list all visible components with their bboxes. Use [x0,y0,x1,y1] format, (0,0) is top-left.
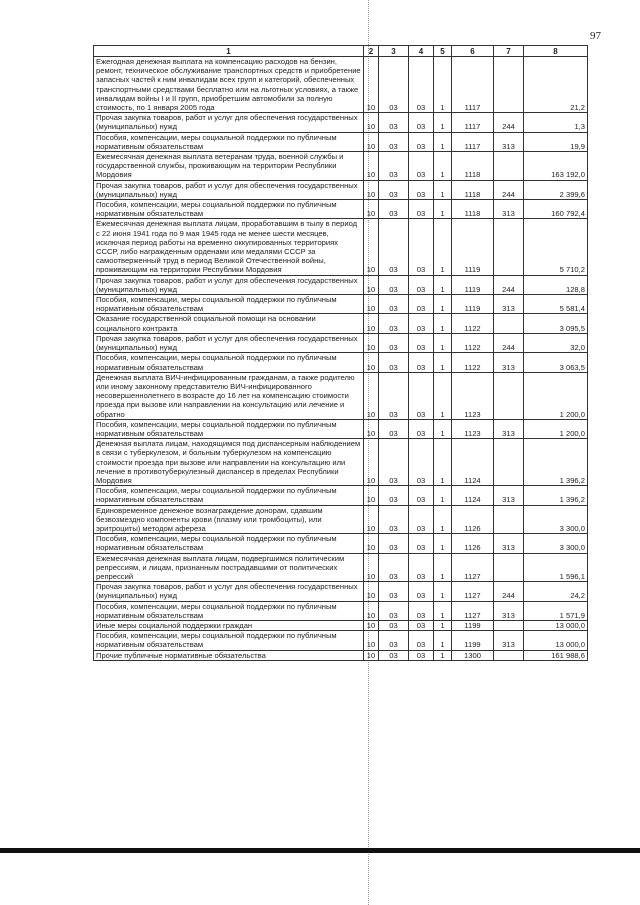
expense-type-cell: 313 [494,631,524,650]
section-code-cell: 10 [364,553,379,582]
article-code-cell: 1124 [452,486,494,505]
table-row [94,113,588,132]
article-code-cell: 1126 [452,534,494,553]
program-code-cell: 1 [434,601,452,620]
subsection-code-cell: 03 [409,631,434,650]
amount-cell: 128,8 [524,275,588,294]
article-code-cell: 1127 [452,582,494,601]
article-code-cell: 1300 [452,650,494,660]
table-row [94,582,588,601]
row-name-cell: Пособия, компенсации, меры социальной поддержки по публичным нормативным обязательствам [94,353,364,372]
article-code-cell: 1199 [452,620,494,630]
amount-cell: 3 300,0 [524,534,588,553]
expense-type-cell: 244 [494,582,524,601]
row-name-cell: Пособия, компенсации, меры социальной поддержки по публичным нормативным обязательствам [94,419,364,438]
subsection-code-cell: 03 [409,314,434,333]
section-code-cell: 10 [364,419,379,438]
section-code-cell: 10 [364,505,379,534]
table-row [94,200,588,219]
subsection-code-cell: 03 [409,505,434,534]
expense-type-cell [494,505,524,534]
amount-cell: 3 063,5 [524,353,588,372]
program-code-cell: 1 [434,534,452,553]
table-header-row [94,46,588,57]
subsection-code-cell: 03 [379,57,409,113]
subsection-code-cell: 03 [409,534,434,553]
subsection-code-cell: 03 [379,152,409,181]
subsection-code-cell: 03 [409,275,434,294]
expense-type-cell: 244 [494,333,524,352]
article-code-cell: 1123 [452,372,494,419]
article-code-cell: 1122 [452,333,494,352]
amount-cell: 3 300,0 [524,505,588,534]
article-code-cell: 1122 [452,314,494,333]
section-code-cell: 10 [364,650,379,660]
amount-cell: 2 399,6 [524,180,588,199]
amount-cell: 1,3 [524,113,588,132]
table-row [94,631,588,650]
amount-cell: 21,2 [524,57,588,113]
subsection-code-cell: 03 [409,333,434,352]
subsection-code-cell: 03 [409,219,434,275]
section-code-cell: 10 [364,333,379,352]
subsection-code-cell: 03 [409,650,434,660]
expense-type-cell: 244 [494,180,524,199]
amount-cell: 32,0 [524,333,588,352]
article-code-cell: 1117 [452,132,494,151]
table-row [94,275,588,294]
article-code-cell: 1124 [452,439,494,486]
program-code-cell: 1 [434,314,452,333]
subsection-code-cell: 03 [379,486,409,505]
program-code-cell: 1 [434,372,452,419]
table-row [94,132,588,151]
subsection-code-cell: 03 [379,419,409,438]
section-code-cell: 10 [364,486,379,505]
subsection-code-cell: 03 [409,113,434,132]
program-code-cell: 1 [434,439,452,486]
program-code-cell: 1 [434,113,452,132]
section-code-cell: 10 [364,200,379,219]
expense-type-cell: 313 [494,200,524,219]
subsection-code-cell: 03 [409,620,434,630]
program-code-cell: 1 [434,353,452,372]
subsection-code-cell: 03 [409,486,434,505]
article-code-cell: 1123 [452,419,494,438]
subsection-code-cell: 03 [379,620,409,630]
row-name-cell: Денежная выплата лицам, находящимся под диспансерным наблюдением в связи с туберкулезом, и больным туберкулезом на компенсацию стоимости проезда при вызове или направлении на консультацию или лечение в противотуберкулезный диспансер в пределах Республики Мордовия [94,439,364,486]
expense-type-cell: 244 [494,275,524,294]
row-name-cell: Ежемесячная денежная выплата лицам, подвергшимся политическим репрессиям, и лицам, признанным пострадавшими от политических репрессий [94,553,364,582]
program-code-cell: 1 [434,295,452,314]
amount-cell: 1 396,2 [524,439,588,486]
column-header: 3 [379,46,409,57]
subsection-code-cell: 03 [379,553,409,582]
table-row [94,553,588,582]
section-code-cell: 10 [364,295,379,314]
amount-cell: 19,9 [524,132,588,151]
row-name-cell: Пособия, компенсации, меры социальной поддержки по публичным нормативным обязательствам [94,486,364,505]
table-body [94,57,588,661]
expense-type-cell: 313 [494,295,524,314]
table-row [94,152,588,181]
column-header: 6 [452,46,494,57]
article-code-cell: 1118 [452,152,494,181]
section-code-cell: 10 [364,219,379,275]
article-code-cell: 1126 [452,505,494,534]
subsection-code-cell: 03 [409,419,434,438]
expense-type-cell [494,314,524,333]
row-name-cell: Прочая закупка товаров, работ и услуг для обеспечения государственных (муниципальных) нужд [94,180,364,199]
amount-cell: 163 192,0 [524,152,588,181]
subsection-code-cell: 03 [379,353,409,372]
amount-cell: 13 000,0 [524,620,588,630]
table-row [94,486,588,505]
subsection-code-cell: 03 [379,534,409,553]
subsection-code-cell: 03 [379,439,409,486]
amount-cell: 3 095,5 [524,314,588,333]
program-code-cell: 1 [434,219,452,275]
program-code-cell: 1 [434,631,452,650]
program-code-cell: 1 [434,505,452,534]
column-header: 2 [364,46,379,57]
column-header: 1 [94,46,364,57]
subsection-code-cell: 03 [379,180,409,199]
amount-cell: 5 581,4 [524,295,588,314]
expense-type-cell [494,620,524,630]
program-code-cell: 1 [434,333,452,352]
article-code-cell: 1127 [452,553,494,582]
article-code-cell: 1119 [452,295,494,314]
table-row [94,534,588,553]
section-code-cell: 10 [364,620,379,630]
scan-bottom-bar [0,848,640,853]
article-code-cell: 1118 [452,180,494,199]
row-name-cell: Пособия, компенсации, меры социальной поддержки по публичным нормативным обязательствам [94,132,364,151]
subsection-code-cell: 03 [409,152,434,181]
subsection-code-cell: 03 [409,295,434,314]
program-code-cell: 1 [434,200,452,219]
section-code-cell: 10 [364,582,379,601]
subsection-code-cell: 03 [409,200,434,219]
row-name-cell: Прочая закупка товаров, работ и услуг для обеспечения государственных (муниципальных) нужд [94,582,364,601]
subsection-code-cell: 03 [379,505,409,534]
subsection-code-cell: 03 [409,57,434,113]
subsection-code-cell: 03 [379,372,409,419]
page-number: 97 [590,30,601,42]
program-code-cell: 1 [434,132,452,151]
expense-type-cell: 313 [494,486,524,505]
subsection-code-cell: 03 [379,113,409,132]
subsection-code-cell: 03 [379,295,409,314]
table-row [94,419,588,438]
row-name-cell: Прочая закупка товаров, работ и услуг для обеспечения государственных (муниципальных) нужд [94,113,364,132]
expense-type-cell: 244 [494,113,524,132]
amount-cell: 160 792,4 [524,200,588,219]
expense-type-cell [494,553,524,582]
section-code-cell: 10 [364,180,379,199]
program-code-cell: 1 [434,180,452,199]
expense-type-cell: 313 [494,353,524,372]
subsection-code-cell: 03 [379,132,409,151]
article-code-cell: 1118 [452,200,494,219]
program-code-cell: 1 [434,275,452,294]
row-name-cell: Ежемесячная денежная выплата лицам, проработавшим в тылу в период с 22 июня 1941 года по 9 мая 1945 года не менее шести месяцев, исключая период работы на временно оккупированных территориях СССР, либо награжденным орденами или медалями СССР за самоотверженный труд в период Великой Отечественной войны, проживающим на территории Республики Мордовия [94,219,364,275]
subsection-code-cell: 03 [409,372,434,419]
expense-type-cell [494,152,524,181]
subsection-code-cell: 03 [409,439,434,486]
row-name-cell: Прочие публичные нормативные обязательства [94,650,364,660]
subsection-code-cell: 03 [409,582,434,601]
expense-type-cell [494,650,524,660]
amount-cell: 5 710,2 [524,219,588,275]
program-code-cell: 1 [434,620,452,630]
table-row [94,314,588,333]
subsection-code-cell: 03 [379,601,409,620]
subsection-code-cell: 03 [379,275,409,294]
article-code-cell: 1119 [452,219,494,275]
section-code-cell: 10 [364,439,379,486]
subsection-code-cell: 03 [379,219,409,275]
subsection-code-cell: 03 [379,582,409,601]
subsection-code-cell: 03 [379,200,409,219]
amount-cell: 1 200,0 [524,372,588,419]
subsection-code-cell: 03 [379,650,409,660]
subsection-code-cell: 03 [409,180,434,199]
table-row [94,372,588,419]
article-code-cell: 1127 [452,601,494,620]
subsection-code-cell: 03 [409,553,434,582]
article-code-cell: 1122 [452,353,494,372]
section-code-cell: 10 [364,275,379,294]
column-header: 5 [434,46,452,57]
amount-cell: 1 596,1 [524,553,588,582]
article-code-cell: 1199 [452,631,494,650]
row-name-cell: Пособия, компенсации, меры социальной поддержки по публичным нормативным обязательствам [94,295,364,314]
section-code-cell: 10 [364,631,379,650]
article-code-cell: 1119 [452,275,494,294]
column-header: 7 [494,46,524,57]
section-code-cell: 10 [364,132,379,151]
section-code-cell: 10 [364,601,379,620]
table-row [94,620,588,630]
row-name-cell: Пособия, компенсации, меры социальной поддержки по публичным нормативным обязательствам [94,534,364,553]
expense-type-cell: 313 [494,601,524,620]
budget-table [93,45,588,661]
subsection-code-cell: 03 [379,333,409,352]
program-code-cell: 1 [434,152,452,181]
table-row [94,439,588,486]
row-name-cell: Прочая закупка товаров, работ и услуг для обеспечения государственных (муниципальных) нужд [94,333,364,352]
section-code-cell: 10 [364,113,379,132]
row-name-cell: Пособия, компенсации, меры социальной поддержки по публичным нормативным обязательствам [94,631,364,650]
expense-type-cell [494,57,524,113]
table-row [94,295,588,314]
amount-cell: 24,2 [524,582,588,601]
subsection-code-cell: 03 [409,132,434,151]
article-code-cell: 1117 [452,113,494,132]
expense-type-cell [494,439,524,486]
program-code-cell: 1 [434,553,452,582]
table-row [94,57,588,113]
table-row [94,333,588,352]
row-name-cell: Прочая закупка товаров, работ и услуг для обеспечения государственных (муниципальных) нужд [94,275,364,294]
row-name-cell: Ежегодная денежная выплата на компенсацию расходов на бензин, ремонт, техническое обслуживание транспортных средств и приобретение запасных частей к ним инвалидам всех групп и категорий, обеспеченных транспортными средствами бесплатно или на льготных условиях, а также инвалидам войны I и II групп, приобретшим автомобили за полную стоимость, по 1 января 2005 года [94,57,364,113]
table-row [94,353,588,372]
row-name-cell: Оказание государственной социальной помощи на основании социального контракта [94,314,364,333]
program-code-cell: 1 [434,650,452,660]
column-header: 4 [409,46,434,57]
table-row [94,601,588,620]
table-row [94,505,588,534]
amount-cell: 161 988,6 [524,650,588,660]
table-row [94,219,588,275]
expense-type-cell: 313 [494,534,524,553]
subsection-code-cell: 03 [409,601,434,620]
table-row [94,180,588,199]
row-name-cell: Денежная выплата ВИЧ-инфицированным гражданам, а также родителю или иному законному представителю ВИЧ-инфицированного несовершеннолетнего в возрасте до 16 лет на компенсацию стоимости проезда при вызове или направлении на консультацию или лечение и обратно [94,372,364,419]
section-code-cell: 10 [364,372,379,419]
row-name-cell: Пособия, компенсации, меры социальной поддержки по публичным нормативным обязательствам [94,601,364,620]
program-code-cell: 1 [434,419,452,438]
program-code-cell: 1 [434,57,452,113]
row-name-cell: Единовременное денежное вознаграждение донорам, сдавшим безвозмездно компоненты крови (плазму или тромбоциты), или эритроциты) методом афереза [94,505,364,534]
table-row [94,650,588,660]
row-name-cell: Пособия, компенсации, меры социальной поддержки по публичным нормативным обязательствам [94,200,364,219]
section-code-cell: 10 [364,57,379,113]
row-name-cell: Ежемесячная денежная выплата ветеранам труда, военной службы и государственной службы, проживающим на территории Республики Мордовия [94,152,364,181]
section-code-cell: 10 [364,534,379,553]
amount-cell: 1 571,9 [524,601,588,620]
section-code-cell: 10 [364,353,379,372]
subsection-code-cell: 03 [379,631,409,650]
section-code-cell: 10 [364,152,379,181]
row-name-cell: Иные меры социальной поддержки граждан [94,620,364,630]
section-code-cell: 10 [364,314,379,333]
expense-type-cell: 313 [494,419,524,438]
amount-cell: 13 000,0 [524,631,588,650]
column-header: 8 [524,46,588,57]
expense-type-cell: 313 [494,132,524,151]
amount-cell: 1 396,2 [524,486,588,505]
expense-type-cell [494,219,524,275]
subsection-code-cell: 03 [379,314,409,333]
amount-cell: 1 200,0 [524,419,588,438]
expense-type-cell [494,372,524,419]
program-code-cell: 1 [434,582,452,601]
subsection-code-cell: 03 [409,353,434,372]
program-code-cell: 1 [434,486,452,505]
article-code-cell: 1117 [452,57,494,113]
